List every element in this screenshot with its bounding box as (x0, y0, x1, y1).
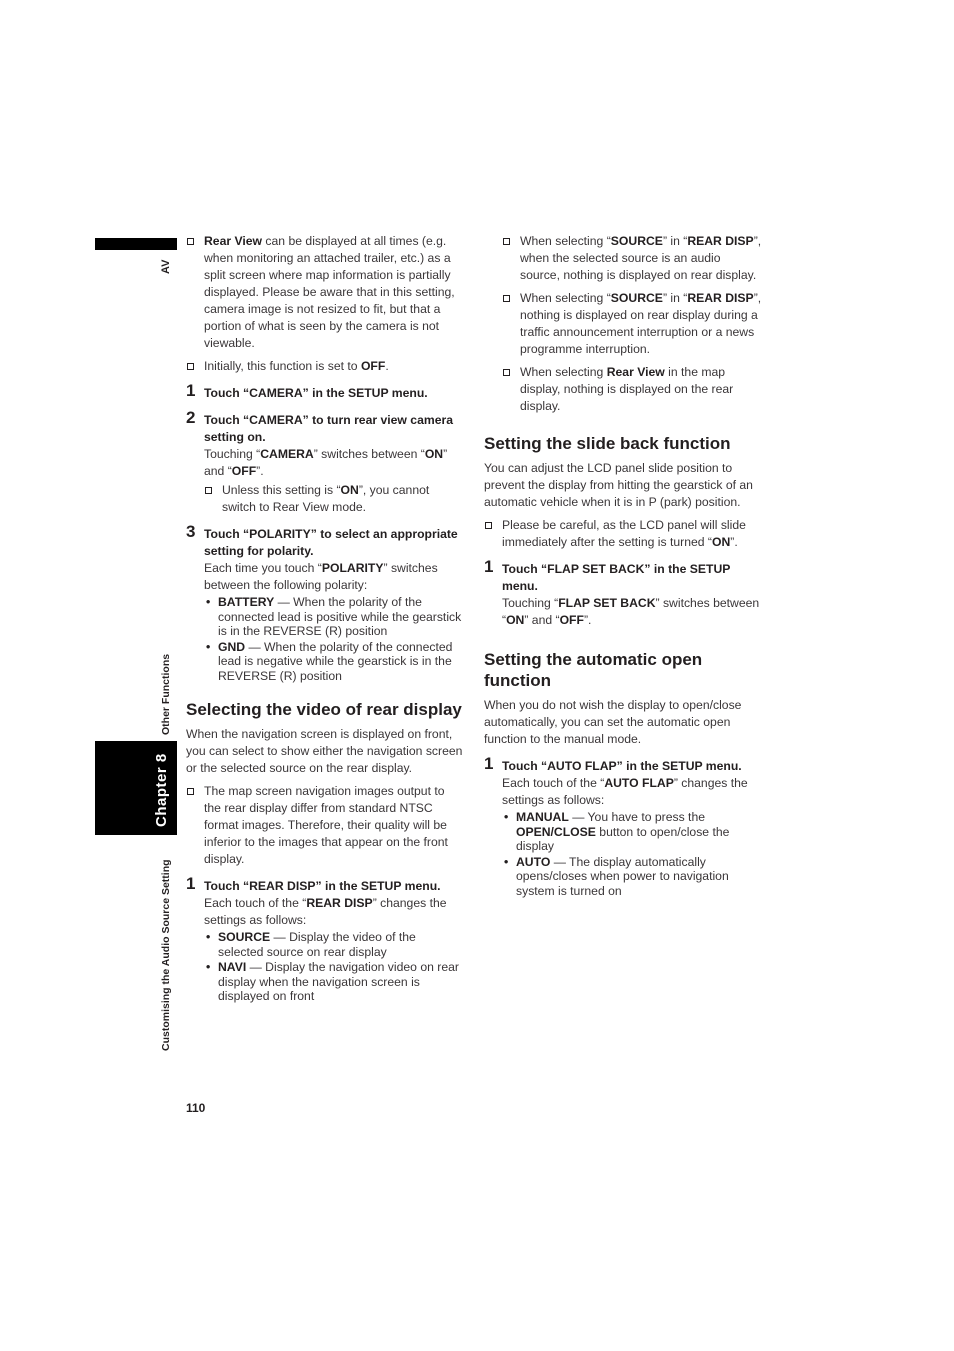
note-ntsc (186, 783, 464, 868)
step-rear-disp (186, 874, 464, 929)
step-strong: ON (506, 613, 525, 627)
step-strong: CAMERA (260, 447, 314, 461)
page-number: 110 (186, 1101, 206, 1115)
step-heading: Touch “AUTO FLAP” in the SETUP menu. (502, 759, 742, 773)
note-text: ”, you cannot switch to Rear View mode. (222, 483, 430, 514)
note-strong: SOURCE (610, 234, 663, 248)
step-text: ” switches between “ (313, 447, 425, 461)
note-strong: SOURCE (610, 291, 663, 305)
list-item (502, 855, 762, 899)
step-heading: Touch “FLAP SET BACK” in the SETUP menu. (502, 562, 731, 593)
bullet-text: — When the polarity of the connected lead is negative while the gearstick is in the REVERSE (R) position (218, 639, 453, 683)
step-heading: Touch “POLARITY” to select an appropriate setting for polarity. (204, 527, 458, 558)
note-rear-view-map (502, 364, 762, 415)
note-text: The map screen navigation images output to the rear display differ from standard NTSC format images. Therefore, their quality will be inferior to the images that appear on the front display. (204, 784, 448, 866)
step-text: Touching “ (204, 447, 261, 461)
note-box-icon (205, 487, 212, 494)
bullet-text: — The display automatically opens/closes when power to navigation system is turned on (516, 854, 729, 898)
note-box-icon (187, 363, 194, 370)
step-body (502, 595, 762, 629)
note-box-icon (187, 788, 194, 795)
step-strong: FLAP SET BACK (558, 596, 656, 610)
step-number: 1 (186, 381, 196, 400)
note-text: can be displayed at all times (e.g. when monitoring an attached trailer, etc.) as a split screen where map information is partially displayed. Please be aware that in this setting, camera image is not resized to fit, but that a portion of what is seen by the camera is not viewable. (204, 234, 455, 350)
list-item (204, 595, 464, 639)
note-camera-on-required (204, 482, 464, 516)
left-column (186, 233, 464, 1004)
note-text: Initially, this function is set to (204, 359, 361, 373)
note-strong: Rear View (606, 365, 665, 379)
note-text: in the map display, nothing is displayed on the rear display. (520, 365, 734, 413)
step-number: 1 (484, 754, 494, 773)
note-initial-off (186, 358, 464, 375)
note-text: When selecting “ (520, 234, 611, 248)
bullet-icon: • (504, 854, 509, 869)
bullet-icon: • (206, 960, 211, 974)
list-item (204, 960, 464, 1004)
step-body (204, 560, 464, 594)
section-paragraph: When the navigation screen is displayed on front, you can select to show either the navigation screen or the selected source on the rear display. (186, 727, 463, 775)
step-text: ” changes the settings as follows: (502, 776, 748, 807)
section-title-auto-open: Setting the automatic open function (484, 650, 703, 690)
step-heading: Touch “REAR DISP” in the SETUP menu. (204, 879, 441, 893)
note-strong: Rear View (204, 234, 263, 248)
bullet-icon: • (504, 810, 509, 824)
step-text: ” switches between “ (502, 596, 760, 627)
step-heading: Touch “CAMERA” in the SETUP menu. (204, 386, 428, 400)
step-text: ” and “ (524, 613, 560, 627)
right-column (484, 233, 762, 898)
section-paragraph: When you do not wish the display to open/close automatically, you can set the automatic open function to the manual mode. (484, 698, 742, 746)
note-text: Please be careful, as the LCD panel will slide immediately after the setting is turned “ (502, 518, 746, 549)
step-heading: Touch “CAMERA” to turn rear view camera setting on. (204, 413, 453, 444)
note-strong: REAR DISP (687, 291, 754, 305)
step-strong: OFF (231, 464, 257, 478)
note-text: ”. (730, 535, 738, 549)
note-rear-view (186, 233, 464, 352)
bullet-strong: OPEN/CLOSE (516, 824, 596, 839)
note-lcd-slide (484, 517, 762, 551)
bullet-text: — Display the navigation video on rear display when the navigation screen is displayed on front (218, 960, 459, 1003)
section-paragraph: You can adjust the LCD panel slide position to prevent the display from hitting the gearstick of an automatic vehicle when it is in P (park) position. (484, 461, 753, 509)
step-body (204, 895, 464, 929)
step-strong: REAR DISP (306, 896, 373, 910)
step-auto-flap (484, 754, 762, 809)
note-text: Unless this setting is “ (222, 483, 341, 497)
step-strong: AUTO FLAP (604, 776, 674, 790)
bullet-strong: GND (218, 639, 246, 654)
step-text: Each touch of the “ (502, 776, 605, 790)
step-number: 3 (186, 522, 196, 541)
step-flap-set-back (484, 557, 762, 629)
note-text: ”, when the selected source is an audio source, nothing is displayed on rear display. (520, 234, 762, 282)
list-item (502, 810, 762, 854)
bullet-strong: NAVI (218, 960, 247, 974)
step-text: ” changes the settings as follows: (204, 896, 447, 927)
side-label-other-functions: Other Functions (160, 653, 172, 735)
bullet-text: — Display the video of the selected source on rear display (218, 930, 416, 959)
bullet-icon: • (206, 930, 211, 944)
step-text: ” switches between the following polarity: (204, 561, 438, 592)
note-text: . (385, 359, 389, 373)
step-camera-on (186, 408, 464, 480)
note-box-icon (503, 369, 510, 376)
step-text: ”. (256, 464, 264, 478)
note-box-icon (503, 238, 510, 245)
step-polarity (186, 522, 464, 594)
note-source-audio (502, 233, 762, 284)
note-text: ”, nothing is displayed on rear display during a traffic announcement interruption or a news programme interruption. (520, 291, 762, 356)
list-item (204, 930, 464, 959)
note-text: When selecting (520, 365, 607, 379)
bullet-icon: • (206, 639, 211, 654)
note-strong: REAR DISP (687, 234, 754, 248)
step-number: 2 (186, 408, 196, 427)
bullet-strong: SOURCE (218, 930, 271, 944)
step-camera-setup (186, 381, 464, 402)
step-body (502, 775, 762, 809)
bullet-strong: MANUAL (516, 810, 569, 824)
note-box-icon (187, 238, 194, 245)
step-text: Touching “ (502, 596, 559, 610)
note-text: ” in “ (662, 291, 688, 305)
note-box-icon (503, 295, 510, 302)
step-body (204, 446, 464, 480)
note-text: When selecting “ (520, 291, 611, 305)
note-strong: OFF (360, 359, 386, 373)
section-title-rear-display: Selecting the video of rear display (186, 700, 462, 719)
note-source-traffic (502, 290, 762, 358)
step-text: ”. (583, 613, 592, 627)
step-text: Each time you touch “ (204, 561, 322, 575)
step-number: 1 (484, 557, 494, 576)
side-tab-bar (95, 238, 177, 250)
side-label-chapter: Chapter 8 (153, 753, 170, 827)
section-title-slide-back: Setting the slide back function (484, 434, 731, 453)
note-strong: ON (340, 483, 359, 497)
step-text: Each touch of the “ (204, 896, 307, 910)
bullet-strong: AUTO (516, 854, 551, 869)
side-label-customising: Customising the Audio Source Setting (160, 859, 172, 1051)
bullet-text: — You have to press the (568, 810, 705, 824)
step-number: 1 (186, 874, 196, 893)
step-text: ” and “ (204, 447, 448, 478)
note-strong: ON (712, 535, 731, 549)
step-strong: POLARITY (321, 561, 384, 575)
side-label-av: AV (160, 259, 172, 274)
note-text: ” in “ (662, 234, 688, 248)
bullet-strong: BATTERY (218, 595, 275, 609)
bullet-icon: • (206, 595, 211, 609)
bullet-text: button to open/close the display (516, 824, 730, 853)
step-strong: ON (424, 447, 444, 461)
bullet-text: — When the polarity of the connected lead is positive while the gearstick is in the REVERSE (R) position (218, 595, 462, 638)
step-strong: OFF (559, 613, 584, 627)
list-item (204, 640, 464, 684)
note-box-icon (485, 522, 492, 529)
